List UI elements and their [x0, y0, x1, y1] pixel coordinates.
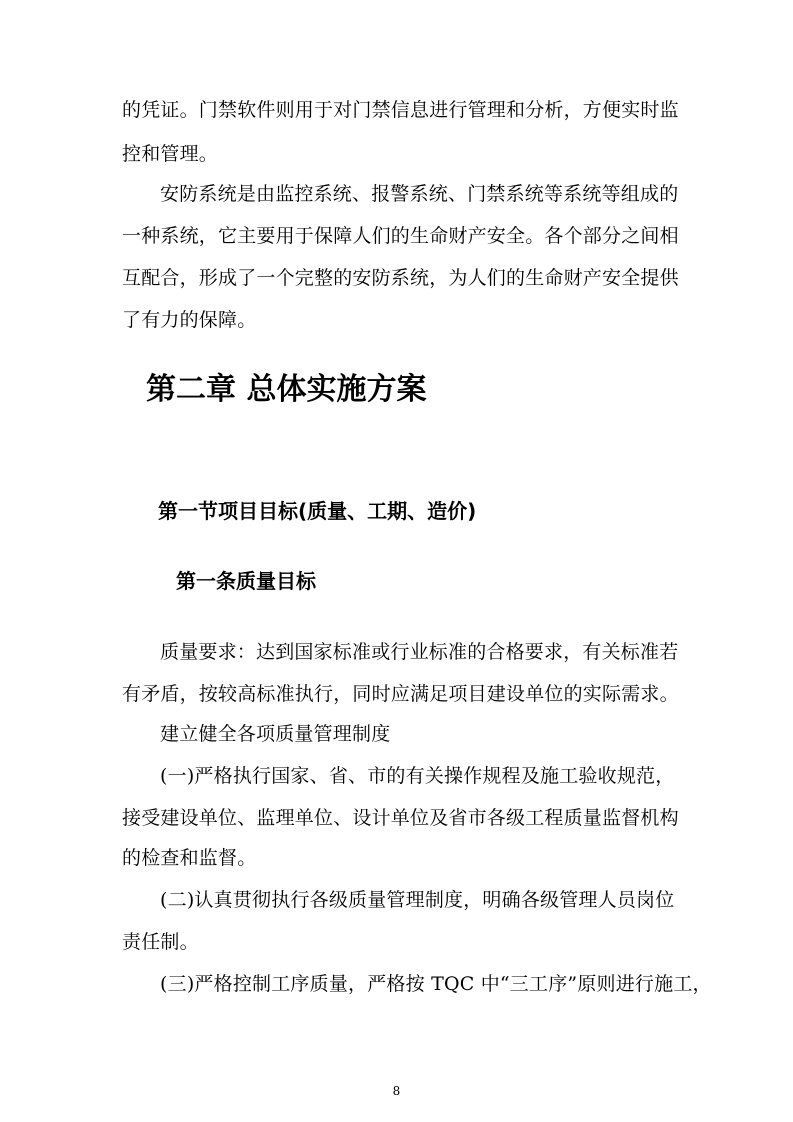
- paragraph-line: 责任制。: [122, 931, 199, 953]
- paragraph-line: 互配合，形成了一个完整的安防系统，为人们的生命财产安全提供: [122, 267, 679, 289]
- paragraph-line: (二)认真贯彻执行各级质量管理制度，明确各级管理人员岗位: [160, 889, 675, 911]
- article-heading: 第一条质量目标: [176, 569, 316, 593]
- paragraph-line: 建立健全各项质量管理制度: [160, 723, 391, 745]
- paragraph-line: 了有力的保障。: [122, 309, 257, 331]
- chapter-heading: 第二章 总体实施方案: [146, 372, 427, 407]
- paragraph-line: 质量要求：达到国家标准或行业标准的合格要求，有关标准若: [160, 641, 679, 663]
- section-heading: 第一节项目目标(质量、工期、造价): [158, 499, 477, 523]
- paragraph-line: (三)严格控制工序质量，严格按 TQC 中“三工序”原则进行施工，: [160, 973, 712, 995]
- paragraph-line: 安防系统是由监控系统、报警系统、门禁系统等系统等组成的: [160, 183, 679, 205]
- page-number: 8: [392, 1084, 401, 1098]
- paragraph-line: 有矛盾，按较高标准执行，同时应满足项目建设单位的实际需求。: [122, 683, 679, 705]
- paragraph-line: 一种系统，它主要用于保障人们的生命财产安全。各个部分之间相: [122, 225, 679, 247]
- paragraph-line: 控和管理。: [122, 143, 219, 165]
- paragraph-line: (一)严格执行国家、省、市的有关操作规程及施工验收规范，: [160, 765, 675, 787]
- paragraph-line: 的检查和监督。: [122, 847, 257, 869]
- paragraph-line: 接受建设单位、监理单位、设计单位及省市各级工程质量监督机构: [122, 807, 679, 829]
- paragraph-line: 的凭证。门禁软件则用于对门禁信息进行管理和分析，方便实时监: [122, 99, 679, 121]
